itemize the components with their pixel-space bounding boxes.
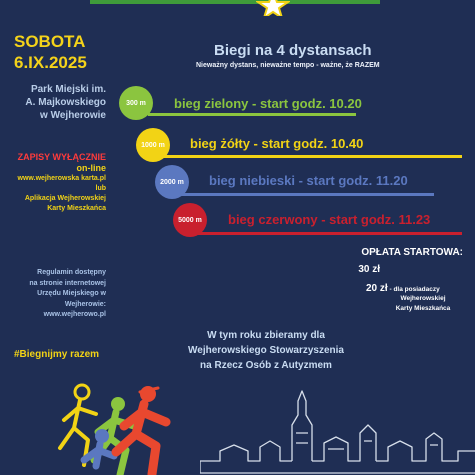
rules-info [4,268,106,321]
location-line: w Wejherowie [40,110,106,121]
fee-note-line: Wejherowskiej [400,295,446,302]
fee-price-discount-prefix: - dla posiadaczy [387,286,440,293]
registration-line: Aplikacja Wejherowskiej [24,195,106,202]
star-icon [256,0,290,16]
distance-badge-2000: 2000 m [155,165,189,199]
fee-note [378,294,468,314]
fee-price-discount [366,283,440,294]
town-skyline-illustration [200,385,475,475]
rules-line: Wejherowie: [64,300,106,308]
rules-line: Urzędu Miejskiego w [37,290,106,297]
registration-line: lub [95,185,106,192]
runners-illustration [40,370,200,475]
location-line: A. Majkowskiego [25,97,106,108]
registration-online: on-line [76,163,106,173]
event-date [14,31,87,73]
location-line: Park Miejski im. [30,84,106,95]
charity-line: na Rzecz Osób z Autyzmem [200,360,332,371]
race-label-yellow: bieg żółty - start godz. 10.40 [190,136,364,151]
fee-price-standard: 30 zł [358,264,380,275]
race-label-blue: bieg niebieski - start godz. 11.20 [209,173,408,188]
fee-note-line: Karty Mieszkańca [395,305,451,312]
registration-link[interactable]: www.wejherowska karta.pl [17,175,106,182]
rules-link[interactable]: www.wejherowo.pl [43,311,106,318]
distance-badge-1000: 1000 m [136,128,170,162]
page-title: Biegi na 4 dystansach [214,42,372,59]
event-day: SOBOTA [14,32,86,51]
registration-info [4,152,106,214]
hashtag: #Biegnijmy razem [14,349,100,360]
registration-heading: ZAPISY WYŁĄCZNIE [17,152,106,162]
rules-line: na stronie internetowej [29,279,106,287]
charity-info [150,328,382,373]
distance-badge-5000: 5000 m [173,203,207,237]
top-bar [90,0,380,4]
fee-price-discount-value: 20 zł [366,283,388,294]
rules-line: Regulamin dostępny [37,269,106,276]
fee-title: OPŁATA STARTOWA: [361,247,463,258]
distance-badge-300: 300 m [119,86,153,120]
registration-line: Karty Mieszkańca [47,205,106,212]
race-line-blue [178,193,434,196]
race-line-yellow [160,155,462,158]
race-line-green [148,113,356,116]
start-fee [300,247,463,275]
subtitle: Nieważny dystans, nieważne tempo - ważne, że RAZEM [196,62,380,69]
race-label-green: bieg zielony - start godz. 10.20 [174,96,362,111]
race-line-red [198,232,462,235]
charity-line: Wejherowskiego Stowarzyszenia [188,345,344,356]
event-date-value: 6.IX.2025 [14,53,87,72]
charity-line: W tym roku zbieramy dla [207,330,325,341]
location [4,83,106,122]
race-label-red: bieg czerwony - start godz. 11.23 [228,212,431,227]
